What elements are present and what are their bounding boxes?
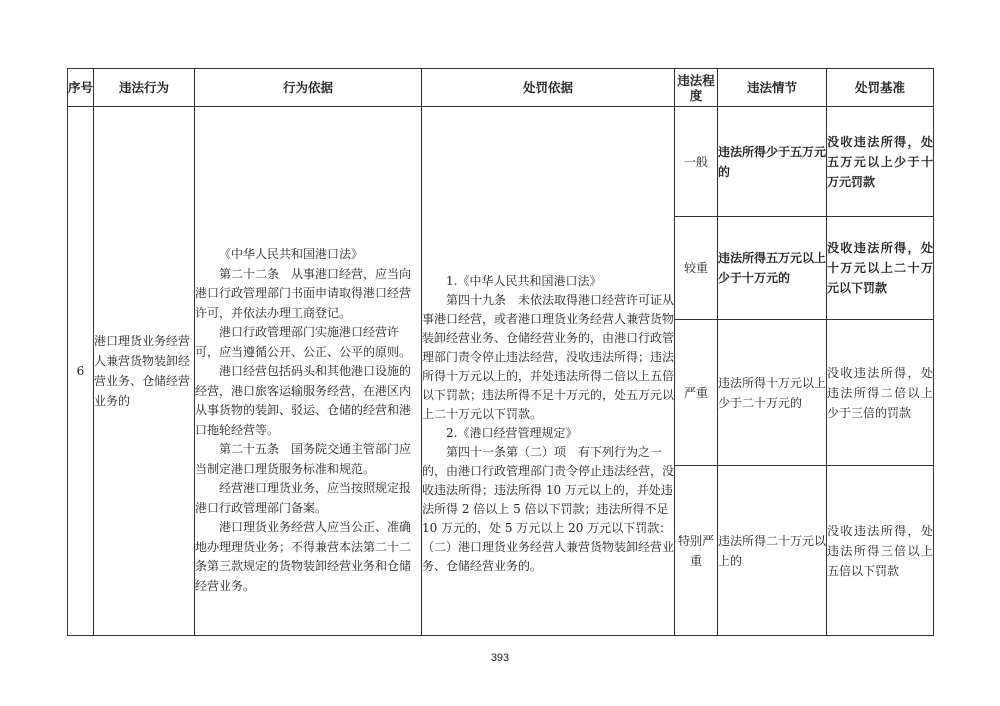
seq-cell: 6 [68, 107, 94, 636]
header-degree: 违法程度 [675, 69, 718, 107]
circumstance-cell: 违法所得二十万元以上的 [718, 466, 827, 636]
header-row [68, 69, 934, 107]
header-standard: 处罚基准 [827, 69, 934, 107]
penalty-paragraph: 第四十九条 未依法取得港口经营许可证从事港口经营，或者港口理货业务经营人兼营货物装卸经营业务、仓储经营业务的，由港口行政管理部门责令停止违法经营，没收违法所得；违法所得十万元以上的，并处违法所得二倍以上五倍以下罚款；违法所得不足十万元的，处五万元以上二十万元以下罚款。 [422, 293, 675, 421]
standard-cell: 没收违法所得，处十万元以上二十万元以下罚款 [827, 217, 934, 320]
penalty-paragraph: 第四十一条第（二）项 有下列行为之一的，由港口行政管理部门责令停止违法经营，没收违法所得；违法所得 10 万元以上的，并处违法所得 2 倍以上 5 倍以下罚款；违法所得不足 10 万元的，处 5 万元以上 20 万元以下罚款：（二）港口理货业务经营人兼营货物装卸经营业务、仓储经营业务的。 [422, 445, 675, 573]
degree-cell: 一般 [675, 107, 718, 217]
basis-paragraph: 经营港口理货业务，应当按照规定报港口行政管理部门备案。 [195, 481, 412, 515]
circumstance-cell: 违法所得十万元以上少于二十万元的 [718, 320, 827, 466]
header-penalty-basis: 处罚依据 [422, 69, 675, 107]
penalty-law-title: 2.《港口经营管理规定》 [446, 426, 578, 440]
circumstance-cell: 违法所得五万元以上少于十万元的 [718, 217, 827, 320]
basis-paragraph: 第二十五条 国务院交通主管部门应当制定港口理货服务标准和规范。 [195, 442, 412, 476]
degree-cell: 较重 [675, 217, 718, 320]
violation-cell: 港口理货业务经营人兼营货物装卸经营业务、仓储经营业务的 [94, 107, 195, 636]
header-circumstance: 违法情节 [718, 69, 827, 107]
header-violation: 违法行为 [94, 69, 195, 107]
behavior-basis-cell [195, 107, 422, 636]
standard-cell: 没收违法所得，处五万元以上少于十万元罚款 [827, 107, 934, 217]
basis-paragraph: 港口行政管理部门实施港口经营许可，应当遵循公开、公正、公平的原则。 [195, 325, 412, 359]
standard-cell: 没收违法所得，处违法所得三倍以上五倍以下罚款 [827, 466, 934, 636]
penalty-basis-cell [422, 107, 675, 636]
table-row [68, 107, 934, 217]
header-behavior-basis: 行为依据 [195, 69, 422, 107]
basis-paragraph: 港口理货业务经营人应当公正、准确地办理理货业务；不得兼营本法第二十二条第三款规定的货物装卸经营业务和仓储经营业务。 [195, 520, 412, 593]
basis-paragraph: 第二十二条 从事港口经营，应当向港口行政管理部门书面申请取得港口经营许可，并依法办理工商登记。 [195, 266, 412, 320]
penalty-table [67, 68, 934, 636]
penalty-law-title: 1.《中华人民共和国港口法》 [446, 274, 602, 288]
circumstance-cell: 违法所得少于五万元的 [718, 107, 827, 217]
basis-paragraph: 港口经营包括码头和其他港口设施的经营，港口旅客运输服务经营，在港区内从事货物的装卸、驳运、仓储的经营和港口拖轮经营等。 [195, 364, 412, 437]
degree-cell: 严重 [675, 320, 718, 466]
header-seq: 序号 [68, 69, 94, 107]
degree-cell: 特别严重 [675, 466, 718, 636]
standard-cell: 没收违法所得，处违法所得二倍以上少于三倍的罚款 [827, 320, 934, 466]
page-number: 393 [490, 652, 510, 664]
basis-law-title: 《中华人民共和国港口法》 [219, 247, 364, 261]
